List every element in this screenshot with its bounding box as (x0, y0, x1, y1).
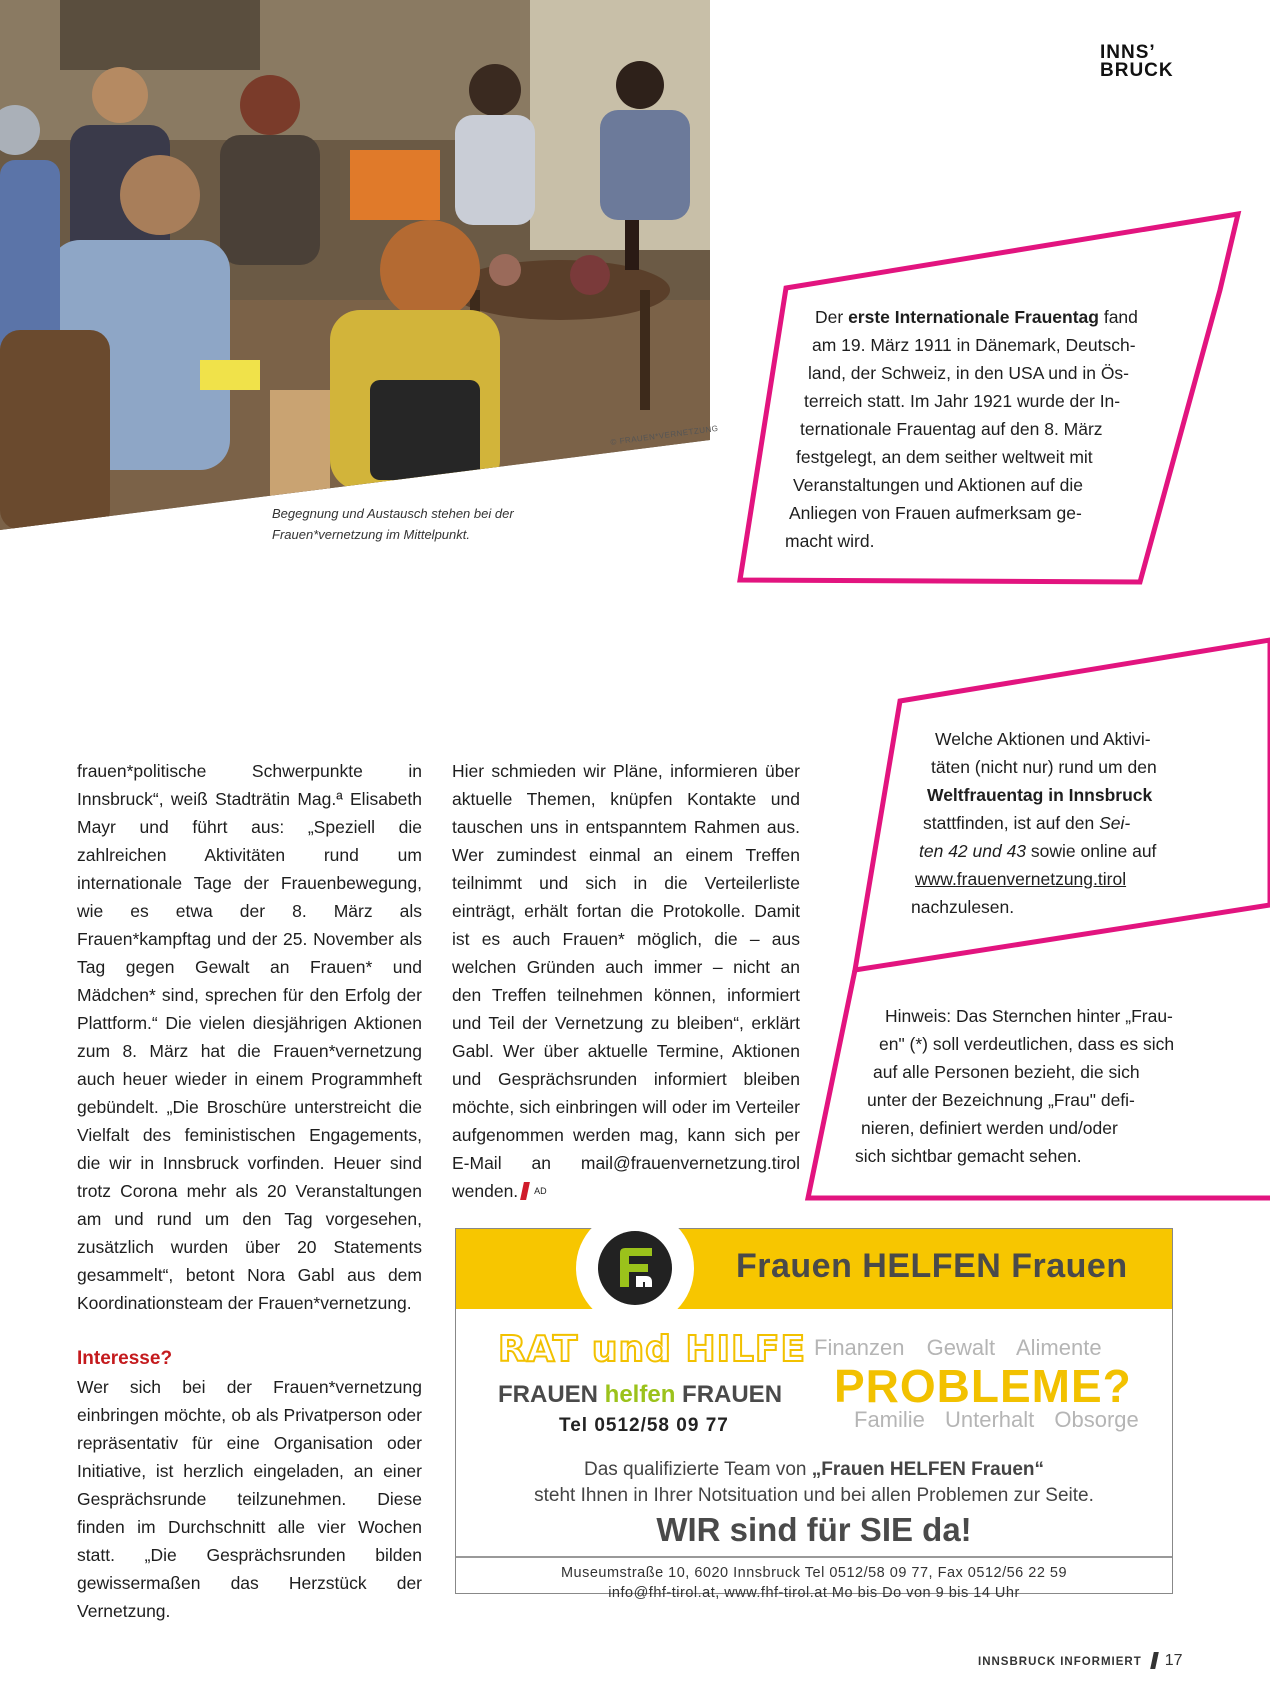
box-line: festgelegt, an dem seither weltweit mit (796, 447, 1093, 467)
fhf-logo-icon (598, 1231, 672, 1305)
box-line: terreich statt. Im Jahr 1921 wurde der In- (804, 391, 1121, 411)
article-column-1 (77, 757, 422, 1625)
text-bold: erste Internationale Frauentag (848, 307, 1099, 327)
slash-icon (1150, 1652, 1159, 1669)
ad-topics-top: Finanzen Gewalt Alimente (814, 1335, 1102, 1360)
page-footer (978, 1652, 1183, 1670)
text: Das qualifizierte Team von (583, 1459, 812, 1480)
ad-phone: Tel 0512/58 09 77 (559, 1415, 729, 1436)
caption-line: Frauen*vernetzung im Mittelpunkt. (272, 527, 470, 542)
box-line: sich sichtbar gemacht sehen. (855, 1146, 1082, 1166)
ad-slogan (498, 1381, 782, 1409)
ad-logo (576, 1209, 694, 1327)
info-box-frauentag (785, 303, 1185, 555)
box-line: am 19. März 1911 in Dänemark, Deutsch- (812, 335, 1136, 355)
box-line: Hinweis: Das Sternchen hinter „Frau- (885, 1006, 1173, 1026)
text-green: helfen (604, 1381, 676, 1408)
box-line: macht wird. (785, 531, 875, 551)
box-line: nieren, definiert werden und/oder (861, 1118, 1118, 1138)
section-heading: Interesse? (77, 1348, 173, 1369)
text: sowie online auf (1026, 841, 1157, 861)
frauenvernetzung-link[interactable]: www.frauenvernetzung.tirol (915, 869, 1127, 889)
ad-divider (456, 1556, 1172, 1558)
page-number: 17 (1164, 1652, 1183, 1669)
box-line (915, 809, 1195, 837)
info-box-aktionen (911, 725, 1195, 921)
box-line: land, der Schweiz, in den USA und in Ös- (808, 363, 1130, 383)
box-line: auf alle Personen bezieht, die sich (873, 1062, 1140, 1082)
caption-line: Begegnung und Austausch stehen bei der (272, 506, 514, 521)
info-box-hinweis (855, 1002, 1205, 1170)
text: FRAUEN (675, 1381, 783, 1408)
ad-title: Frauen HELFEN Frauen (736, 1247, 1128, 1285)
article-paragraph: frauen*politische Schwerpunkte in Innsbruck“, weiß Stadträtin Mag.ª Elisabeth Mayr und führt aus: „Speziell die zahlreichen Aktivitäten rund um internationale Tage der Frauenbewegung, wie es etwa der 8. März als Frauen*kampftag und der 25. November als Tag gegen Gewalt an Frauen* und Mädchen* sind, sprechen für den Erfolg der Plattform.“ Die vielen diesjährigen Aktionen zum 8. März hat die Frauen*vernetzung auch heuer wieder in einem Programmheft gebündelt. „Die Broschüre unterstreicht die Vielfalt des feministischen Engagements, die wir in Innsbruck vorfinden. Heuer sind trotz Corona mehr als 20 Veranstaltungen am und rund um den Tag vorgesehen, zusätzlich wurden über 20 Statements gesammelt“, betont Nora Gabl aus dem Koordinationsteam der Frauen*vernetzung. (77, 761, 422, 1313)
text: stattfinden, ist auf den (923, 813, 1100, 833)
end-mark-icon (520, 1182, 530, 1200)
box-line: ternationale Frauentag auf den 8. März (800, 419, 1103, 439)
text-italic: Sei- (1099, 813, 1131, 833)
author-initials: AD (534, 1186, 547, 1196)
box-line (785, 303, 1185, 331)
ad-team-line (456, 1459, 1172, 1481)
text: FRAUEN (498, 1381, 605, 1408)
text: fand (1098, 307, 1138, 327)
box-line-bold: Weltfrauentag in Innsbruck (927, 785, 1153, 805)
ad-wir-sind-da: WIR sind für SIE da! (656, 1511, 972, 1548)
ad-team-line-2: steht Ihnen in Ihrer Notsituation und bei allen Problemen zur Seite. (534, 1485, 1094, 1506)
ad-address: Museumstraße 10, 6020 Innsbruck Tel 0512/58 09 77, Fax 0512/56 22 59 (560, 1565, 1068, 1581)
box-line (915, 837, 1195, 865)
text-bold: „Frauen HELFEN Frauen“ (811, 1459, 1044, 1480)
box-line: nachzulesen. (911, 897, 1015, 917)
ad-banner (456, 1229, 1172, 1309)
article-column-2 (452, 757, 800, 1205)
article-paragraph: Hier schmieden wir Pläne, informieren über aktuelle Themen, knüpfen Kontakte und tauschen uns in entspanntem Rahmen aus. Wer zumindest einmal an einem Treffen teilnimmt und sich in die Verteilerliste einträgt, erhält fortan die Protokolle. Damit ist es auch Frauen* möglich, die – aus welchen Gründen auch immer – nicht an den Treffen teilnehmen können, informiert und Teil der Vernetzung zu bleiben“, erklärt Gabl. Wer über aktuelle Termine, Aktionen und Gesprächsrunden informiert bleiben möchte, sich einbringen will oder im Verteiler aufgenommen werden mag, kann sich per E-Mail an mail@frauenvernetzung.tirol wenden. (452, 761, 800, 1201)
logo-line: INNS’ (1100, 42, 1156, 63)
box-line: Welche Aktionen und Aktivi- (935, 729, 1151, 749)
article-paragraph: Wer sich bei der Frauen*vernetzung einbringen möchte, ob als Privatperson oder repräsentativ für eine Organisation oder Initiative, ist herzlich eingeladen, an einer Gesprächsrunde teilzunehmen. Diese finden im Durchschnitt alle vier Wochen statt. „Die Gesprächsrunden bilden gewissermaßen das Herzstück der Vernetzung. (77, 1377, 422, 1621)
box-line: unter der Bezeichnung „Frau" defi- (867, 1090, 1135, 1110)
ad-topics-bottom: Familie Unterhalt Obsorge (854, 1407, 1139, 1432)
box-line: Veranstaltungen und Aktionen auf die (793, 475, 1083, 495)
box-line: en" (*) soll verdeutlichen, dass es sich (879, 1034, 1175, 1054)
ad-contact: info@fhf-tirol.at, www.fhf-tirol.at Mo bis Do von 9 bis 14 Uhr (608, 1585, 1020, 1601)
footer-label: INNSBRUCK INFORMIERT (978, 1656, 1142, 1668)
article-paragraph-wrap (452, 757, 800, 1205)
text: Der (815, 307, 849, 327)
text-italic: ten 42 und 43 (919, 841, 1027, 861)
ad-rat-und-hilfe: RAT und HILFE (498, 1329, 807, 1370)
photo-credit: © FRAUEN*VERNETZUNG (610, 423, 719, 447)
advertisement (455, 1228, 1173, 1601)
ad-probleme: PROBLEME? (834, 1360, 1132, 1412)
logo-line: BRUCK (1100, 60, 1174, 81)
box-line: täten (nicht nur) rund um den (931, 757, 1157, 777)
box-line: Anliegen von Frauen aufmerksam ge- (789, 503, 1082, 523)
